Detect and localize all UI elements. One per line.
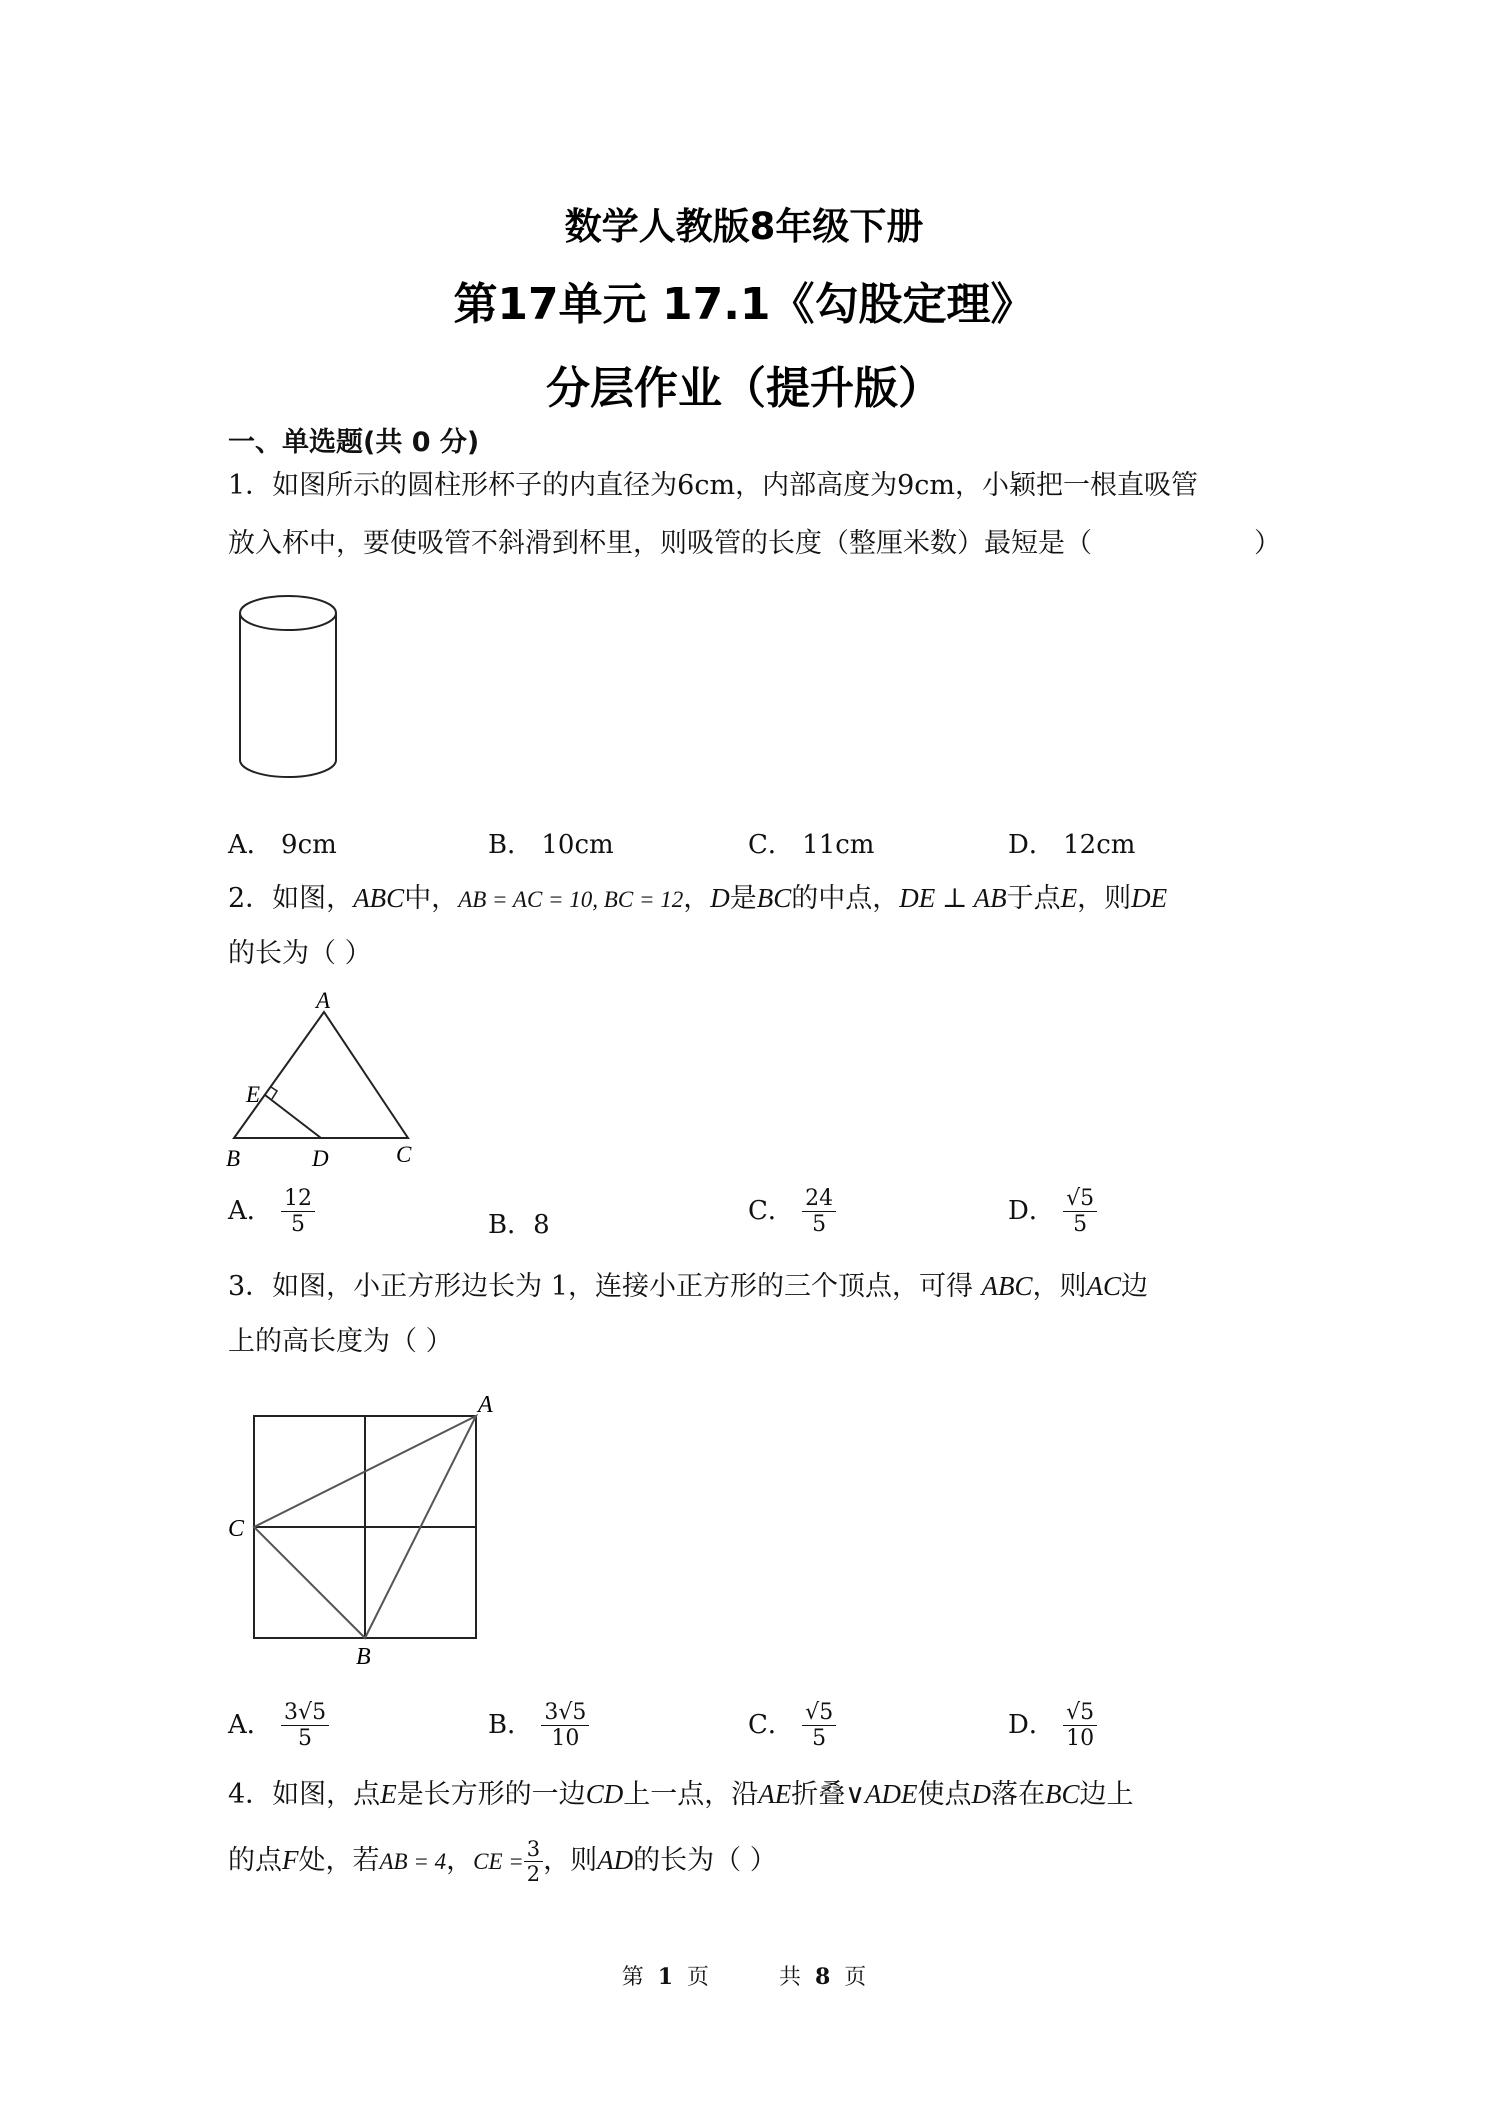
q2-math-perp: DE ⊥ AB bbox=[899, 883, 1007, 913]
doc-title-line2: 第17单元 17.1《勾股定理》 bbox=[453, 279, 1035, 330]
doc-title-line3: 分层作业（提升版） bbox=[546, 363, 942, 414]
q2-math-lengths: AB = AC = 10, BC = 12 bbox=[458, 887, 684, 912]
q1-option-a[interactable]: A． 9cm bbox=[228, 830, 337, 860]
q1-option-c[interactable]: C． 11cm bbox=[748, 830, 875, 860]
q1-close-paren: ） bbox=[1254, 528, 1281, 559]
q1-option-d[interactable]: D． 12cm bbox=[1008, 830, 1136, 860]
q2-math-bc: BC bbox=[756, 883, 792, 913]
q2-text-6: 于点 bbox=[1006, 883, 1061, 914]
q2-math-d: D bbox=[710, 883, 730, 913]
triangle-abc-figure bbox=[222, 990, 422, 1170]
q1-line1: 1．如图所示的圆柱形杯子的内直径为6cm，内部高度为9cm，小颖把一根直吸管 bbox=[228, 470, 1198, 501]
label-d: D bbox=[312, 1146, 329, 1170]
q2-text-4: 是 bbox=[729, 883, 757, 914]
label-c: C bbox=[396, 1142, 412, 1167]
q2-option-c[interactable]: C． $\frac{24}{5}$ bbox=[748, 1186, 836, 1238]
page-number: 1 bbox=[657, 1964, 674, 1990]
label-a: A bbox=[478, 1392, 493, 1418]
q2-math-abc: ABC bbox=[353, 883, 405, 913]
q2-text-1: 2．如图， bbox=[228, 883, 354, 914]
fraction: $\frac{√5}{10}$ bbox=[1063, 1700, 1097, 1752]
q1-option-b[interactable]: B． 10cm bbox=[488, 830, 614, 860]
fraction: $\frac{3}{2}$ bbox=[524, 1837, 543, 1886]
label-b: B bbox=[356, 1644, 371, 1666]
q2-text-2: 中， bbox=[404, 883, 459, 914]
q3-math-abc: ABC bbox=[981, 1271, 1033, 1301]
q2-option-d[interactable]: D． $\frac{√5}{5}$ bbox=[1008, 1186, 1097, 1238]
q3-math-ac: AC bbox=[1086, 1271, 1122, 1301]
page-footer: 第 1 页 共 8 页 bbox=[621, 1964, 867, 1990]
total-pages: 8 bbox=[814, 1964, 831, 1990]
fraction: $\frac{√5}{5}$ bbox=[802, 1700, 836, 1752]
grid-triangle-figure bbox=[222, 1386, 502, 1666]
q2-line1 bbox=[228, 868, 1268, 930]
q2-math-e: E bbox=[1060, 883, 1078, 913]
q1-line2-text: 放入杯中，要使吸管不斜滑到杯里，则吸管的长度（整厘米数）最短是（ bbox=[228, 528, 1092, 559]
q2-option-b[interactable]: B．8 bbox=[488, 1210, 550, 1240]
q3-line2: 上的高长度为（ ） bbox=[228, 1326, 453, 1357]
fraction: $\frac{3√5}{10}$ bbox=[541, 1700, 589, 1752]
q2-text-7: ，则 bbox=[1077, 883, 1132, 914]
fraction: $\frac{3√5}{5}$ bbox=[281, 1700, 329, 1752]
fraction: $\frac{24}{5}$ bbox=[802, 1186, 836, 1238]
doc-title-line1: 数学人教版8年级下册 bbox=[564, 205, 924, 248]
q2-option-a[interactable]: A． $\frac{12}{5}$ bbox=[228, 1186, 315, 1238]
q1-line2 bbox=[228, 514, 1268, 574]
q3-option-c[interactable]: C． $\frac{√5}{5}$ bbox=[748, 1700, 836, 1752]
q2-text-5: 的中点， bbox=[791, 883, 900, 914]
label-e: E bbox=[246, 1082, 261, 1107]
q3-option-a[interactable]: A． $\frac{3√5}{5}$ bbox=[228, 1700, 329, 1752]
q2-text-3: ， bbox=[683, 883, 711, 914]
label-b: B bbox=[226, 1146, 241, 1170]
q3-option-b[interactable]: B． $\frac{3√5}{10}$ bbox=[488, 1700, 589, 1752]
q2-math-de: DE bbox=[1131, 883, 1168, 913]
q4-line2: 的点F处，若AB = 4，CE = $\frac{3}{2}$ ，则AD的长为（ ） bbox=[228, 1836, 777, 1886]
q3-line1: 3．如图，小正方形边长为 1，连接小正方形的三个顶点，可得 ABC，则AC边 bbox=[228, 1271, 1149, 1302]
cylinder-figure bbox=[236, 590, 342, 786]
section-title: 一、单选题(共 0 分) bbox=[228, 427, 480, 458]
q3-option-d[interactable]: D． $\frac{√5}{10}$ bbox=[1008, 1700, 1097, 1752]
label-a: A bbox=[316, 990, 331, 1013]
fraction: $\frac{√5}{5}$ bbox=[1063, 1186, 1097, 1238]
label-c: C bbox=[228, 1516, 245, 1542]
q4-line1: 4．如图，点E是长方形的一边CD上一点，沿AE折叠∨ADE使点D落在BC边上 bbox=[228, 1779, 1134, 1810]
q2-line2: 的长为（ ） bbox=[228, 938, 372, 969]
fraction: $\frac{12}{5}$ bbox=[281, 1186, 315, 1238]
